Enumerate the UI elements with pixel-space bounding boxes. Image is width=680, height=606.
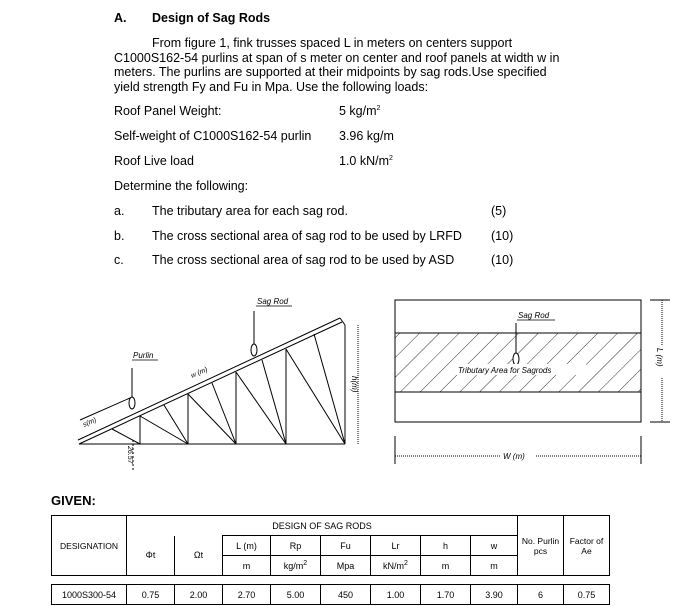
h-label: h(m) [350, 376, 359, 393]
question-points: (10) [491, 253, 514, 267]
table-row [52, 585, 610, 605]
unit-h: m [421, 556, 471, 576]
sag-rod-table [51, 515, 610, 605]
cell-lr: 1.00 [371, 585, 421, 605]
question-points: (5) [491, 204, 507, 218]
l-dimension-label: L (m) [655, 348, 664, 367]
cell-h: 1.70 [421, 585, 471, 605]
paragraph-line: yield strength Fy and Fu in Mpa. Use the following loads: [114, 79, 429, 94]
cell-l: 2.70 [223, 585, 271, 605]
header-rp: Rp [271, 536, 321, 556]
cell-fu: 450 [321, 585, 371, 605]
w-dimension-label: W (m) [503, 452, 525, 461]
plan-sag-rod-label: Sag Rod [518, 311, 550, 320]
paragraph-line: From figure 1, fink trusses spaced L in meters on centers support [152, 36, 513, 50]
header-fu: Fu [321, 536, 371, 556]
paragraph-line: C1000S162-54 purlins at span of s meter on center and roof panels at width w in [114, 50, 560, 65]
given-label: GIVEN: [51, 493, 96, 508]
unit-lr: $kN/m^2$ [371, 556, 421, 576]
question-text: The tributary area for each sag rod. [152, 204, 348, 218]
cell-omegat: 2.00 [175, 585, 223, 605]
tributary-label: Tributary Area for Sagrods [458, 366, 552, 375]
header-h: h [421, 536, 471, 556]
header-w: w [471, 536, 518, 556]
header-phit: Φt [127, 536, 175, 576]
determine-heading: Determine the following: [114, 179, 249, 193]
load-value: 1.0 $kN/m^2$ [339, 154, 393, 168]
sag-rod-label: Sag Rod [257, 297, 289, 306]
designation-header: DESIGNATION [52, 516, 127, 576]
header-omegat: Ωt [175, 536, 223, 576]
question-text: The cross sectional area of sag rod to be used by LRFD [152, 229, 462, 243]
question-text: The cross sectional area of sag rod to be used by ASD [152, 253, 455, 267]
unit-fu: Mpa [321, 556, 371, 576]
cell-factor: 0.75 [564, 585, 610, 605]
unit-l: m [223, 556, 271, 576]
factor-header: Factor of Ae [564, 516, 610, 576]
s-label: s(m) [81, 416, 98, 429]
header-lr: Lr [371, 536, 421, 556]
table-title: DESIGN OF SAG RODS [127, 516, 518, 536]
unit-rp: $kg/m^2$ [271, 556, 321, 576]
load-value: 3.96 kg/m [339, 129, 394, 143]
question-letter: c. [114, 253, 124, 267]
question-letter: b. [114, 229, 125, 243]
cell-designation: 1000S300-54 [52, 585, 127, 605]
section-letter: A. [114, 11, 127, 25]
load-name: Self-weight of C1000S162-54 purlin [114, 129, 312, 143]
unit-w: m [471, 556, 518, 576]
question-letter: a. [114, 204, 125, 218]
cell-w: 3.90 [471, 585, 518, 605]
w-label: w (m) [189, 366, 209, 380]
header-l: L (m) [223, 536, 271, 556]
section-title: Design of Sag Rods [152, 11, 271, 25]
angle-label: 26.57 [126, 446, 133, 464]
load-name: Roof Panel Weight: [114, 104, 222, 118]
sag-rod-marker [513, 353, 519, 365]
paragraph-line: meters. The purlins are supported at their midpoints by sag rods.Use specified [114, 65, 547, 79]
load-name: Roof Live load [114, 154, 194, 168]
cell-rp: 5.00 [271, 585, 321, 605]
cell-phit: 0.75 [127, 585, 175, 605]
question-points: (10) [491, 229, 514, 243]
purlin-label: Purlin [133, 351, 154, 360]
no-purlin-header: No. Purlin pcs [518, 516, 564, 576]
load-value: 5 $kg/m^2$ [339, 104, 381, 118]
cell-purlin-count: 6 [518, 585, 564, 605]
